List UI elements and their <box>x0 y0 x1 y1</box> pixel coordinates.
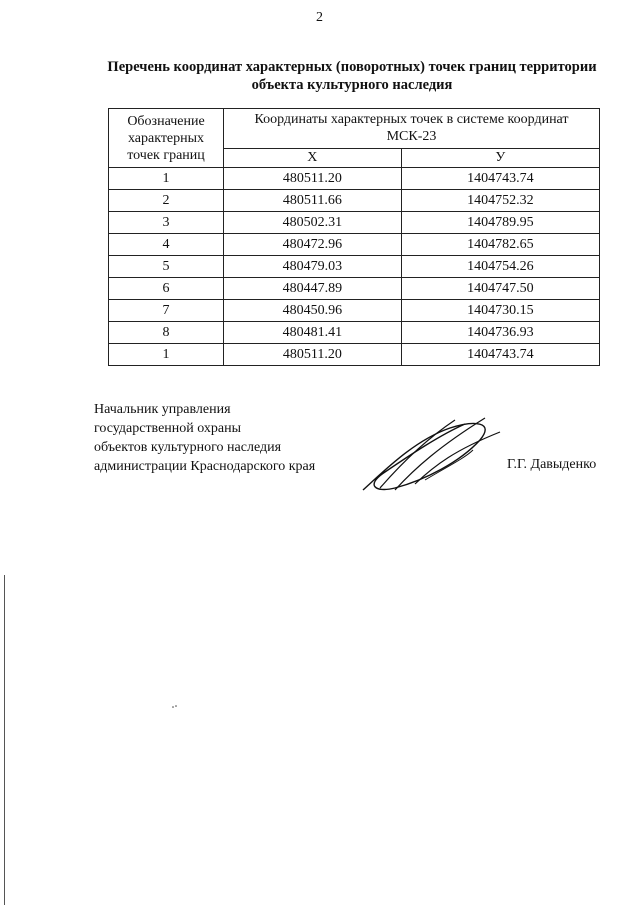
title-line-2: объекта культурного наследия <box>251 77 453 93</box>
cell-y: 1404743.74 <box>401 168 599 190</box>
table-row <box>109 322 600 344</box>
title-line-1: Перечень координат характерных (поворотных) точек границ территории <box>107 59 597 75</box>
cell-x: 480479.03 <box>224 256 402 278</box>
signer-title-line: администрации Краснодарского края <box>94 459 316 474</box>
signature-block <box>94 400 315 476</box>
signer-title-line: государственной охраны <box>94 421 242 436</box>
table-row <box>109 344 600 366</box>
cell-point: 8 <box>109 322 224 344</box>
cell-point: 3 <box>109 212 224 234</box>
signer-title-line: Начальник управления <box>94 402 231 417</box>
scan-speck <box>172 705 178 708</box>
cell-x: 480511.20 <box>224 344 402 366</box>
header-coordinate-system: Координаты характерных точек в системе координат МСК-23 <box>224 109 600 149</box>
cell-point: 1 <box>109 168 224 190</box>
header-y: У <box>401 148 599 167</box>
table-row <box>109 256 600 278</box>
coordinates-table <box>108 108 600 366</box>
cell-y: 1404747.50 <box>401 278 599 300</box>
cell-point: 2 <box>109 190 224 212</box>
table-row <box>109 168 600 190</box>
signer-title-line: объектов культурного наследия <box>94 440 282 455</box>
cell-point: 1 <box>109 344 224 366</box>
signer-name: Г.Г. Давыденко <box>507 457 597 472</box>
table-body <box>109 168 600 366</box>
cell-y: 1404782.65 <box>401 234 599 256</box>
cell-x: 480502.31 <box>224 212 402 234</box>
scan-margin-line <box>4 575 5 905</box>
cell-x: 480450.96 <box>224 300 402 322</box>
cell-y: 1404789.95 <box>401 212 599 234</box>
cell-y: 1404736.93 <box>401 322 599 344</box>
cell-x: 480511.66 <box>224 190 402 212</box>
cell-point: 4 <box>109 234 224 256</box>
cell-y: 1404730.15 <box>401 300 599 322</box>
cell-point: 6 <box>109 278 224 300</box>
table-row <box>109 190 600 212</box>
cell-x: 480511.20 <box>224 168 402 190</box>
document-title <box>80 58 624 94</box>
cell-x: 480472.96 <box>224 234 402 256</box>
header-point-label: Обозначение характерных точек границ <box>109 109 224 168</box>
handwritten-signature <box>355 410 505 495</box>
header-x: X <box>224 148 402 167</box>
table-row <box>109 278 600 300</box>
cell-y: 1404752.32 <box>401 190 599 212</box>
cell-y: 1404754.26 <box>401 256 599 278</box>
cell-x: 480447.89 <box>224 278 402 300</box>
cell-y: 1404743.74 <box>401 344 599 366</box>
table-row <box>109 234 600 256</box>
table-row <box>109 212 600 234</box>
cell-point: 5 <box>109 256 224 278</box>
page-number: 2 <box>316 10 323 25</box>
table-row <box>109 300 600 322</box>
cell-x: 480481.41 <box>224 322 402 344</box>
cell-point: 7 <box>109 300 224 322</box>
